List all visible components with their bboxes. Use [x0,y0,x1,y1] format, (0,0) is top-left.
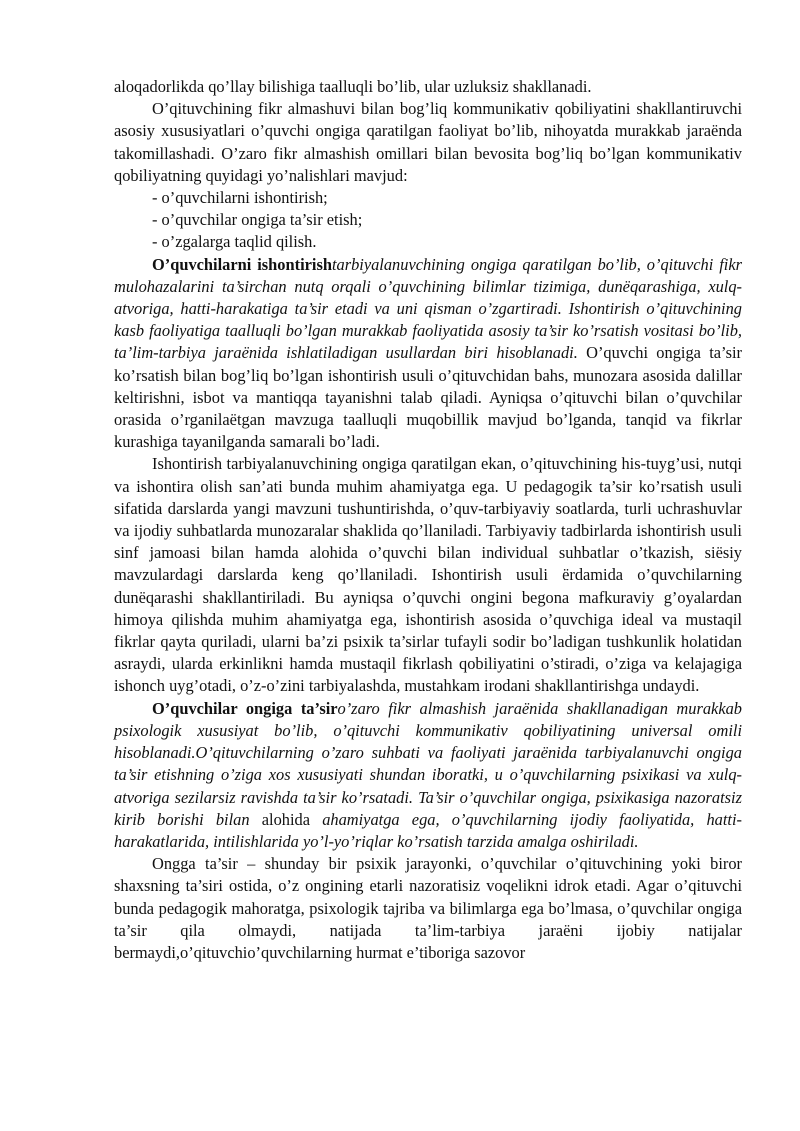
definition-influence-end: ahamiyatga ega, o’quvchilarning ijodiy faoliyatida, hatti-harakatlarida, intilishlarida yo’l-yo’riqlar ko’rsatish tarzida amalga oshiriladi. [114,809,742,851]
list-item: - o’quvchilarni ishontirish; [152,188,328,208]
paragraph-continuation: aloqadorlikda qo’llay bilishiga taalluqli bo’lib, ular uzluksiz shakllanadi. [114,77,592,96]
paragraph-persuasion-rest: O’quvchi ongiga ta’sir ko’rsatish bilan bog’liq bo’lgan ishontirish usuli o’qituvchidan bahs, munozara asosida dalillar keltirishni, isbot va mantiqqa tayanishni talab qiladi. Ayniqsa o’qituvchi bilan o’quvchilar orasida o’rganilaёtgan mavzuga taalluqli muqobillik mavjud bo’lganda, tanqid va fikrlar kurashiga tayanilganda samarali bo’ladi. [114,343,742,452]
term-persuasion: O’quvchilarni ishontirish [152,254,332,274]
list-item: - o’quvchilar ongiga ta’sir etish; [152,210,363,230]
plain-text-fragment: alohida [249,809,323,829]
paragraph-communicative-ability: O’qituvchining fikr almashuvi bilan bog’liq kommunikativ qobiliyatini shakllantiruvchi asosiy xususiyatlari o’quvchi ongiga qaratilgan faoliyat bo’lib, nihoyatda murakkab jaraёnda takomillashadi. O’zaro fikr almashish omillari bilan bevosita bog’liq bo’lgan kommunikativ qobiliyatning quyidagi yo’nalishlari mavjud: [114,99,742,185]
definition-influence: o’zaro fikr almashish jaraёnida shakllanadigan murakkab psixologik xususiyat bo’lib, o’qituvchi kommunikativ qobiliyatining universal omili hisoblanadi.O’qituvchilarning o’zaro suhbati va faoliyati jaraёnida tarbiyalanuvchi ongiga ta’sir etishning o’ziga xos xususiyati shundan iboratki, u o’quvchilarning psixikasi va xulq-atvoriga sezilarsiz ravishda ta’sir ko’rsatadi. Ta’sir o’quvchilar ongiga, psixikasiga nazoratsiz kirib borishi bilan [114,698,742,829]
term-influence: O’quvchilar ongiga ta’sir [152,698,338,718]
list-item: - o’zgalarga taqlid qilish. [152,232,317,252]
paragraph-mind-influence: Ongga ta’sir – shunday bir psixik jarayonki, o’quvchilar o’qituvchining yoki biror shaxsning ta’siri ostida, o’z ongining etarli nazoratisiz voqelikni idrok etadi. Agar o’qituvchi bunda pedagogik mahoratga, psixologik tajriba va bilimlarga ega bo’lmasa, o’quvchilar ongiga ta’sir qila olmaydi, natijada ta’lim-tarbiya jaraёni ijobiy natijalar bermaydi,o’qituvchio’quvchilarning hurmat e’tiboriga sazovor [114,854,742,962]
paragraph-persuasion-methods: Ishontirish tarbiyalanuvchining ongiga qaratilgan ekan, o’qituvchining his-tuyg’usi, nutqi va ishontira olish san’ati bunda muhim ahamiyatga ega. U pedagogik ta’sir ko’rsatish usuli sifatida darslarda yangi mavzuni tushuntirishda, o’quv-tarbiyaviy soatlarda, turli uchrashuvlar va ijodiy suhbatlarda munozaralar shaklida qo’llaniladi. Tarbiyaviy tadbirlarda ishontirish usuli sinf jamoasi bilan hamda alohida o’quvchi bilan individual suhbatlar o’tkazish, siёsiy mavzulardagi darslarda keng qo’llaniladi. Ishontirish usuli ёrdamida o’quvchilarning dunёqarashi shakllantiriladi. Bu ayniqsa o’quvchi ongini begona mafkuraviy g’oyalardan himoya qilishda muhim ahamiyatga ega, ishontirish asosida o’quvchiga ideal va mustaqil fikrlar qayta quriladi, ularni ba’zi psixik ta’sirlar tufayli sodir bo’ladigan tushkunlik holatidan asraydi, ularda erkinlikni hamda mustaqil fikrlash qobiliyatini o’stiradi, o’ziga va kelajagiga ishonch uyg’otadi, o’z-o’zini tarbiyalashda, mustahkam irodani shakllantirishga undaydi. [114,454,742,696]
definition-persuasion: tarbiyalanuvchining ongiga qaratilgan bo’lib, o’qituvchi fikr mulohazalarini ta’sirchan nutq orqali o’quvchining bilimlar tizimiga, dunёqarashiga, xulq-atvoriga, hatti-harakatiga ta’sir etadi va uni qisman o’zgartiradi. Ishontirish o’qituvchining kasb faoliyatiga taalluqli bo’lgan murakkab faoliyatida asosiy ta’sir ko’rsatish vositasi bo’lib, ta’lim-tarbiya jaraёnida ishlatiladigan usullardan biri hisoblanadi. [114,254,742,363]
paragraph-influence [114,698,742,853]
paragraph-persuasion [114,254,742,454]
